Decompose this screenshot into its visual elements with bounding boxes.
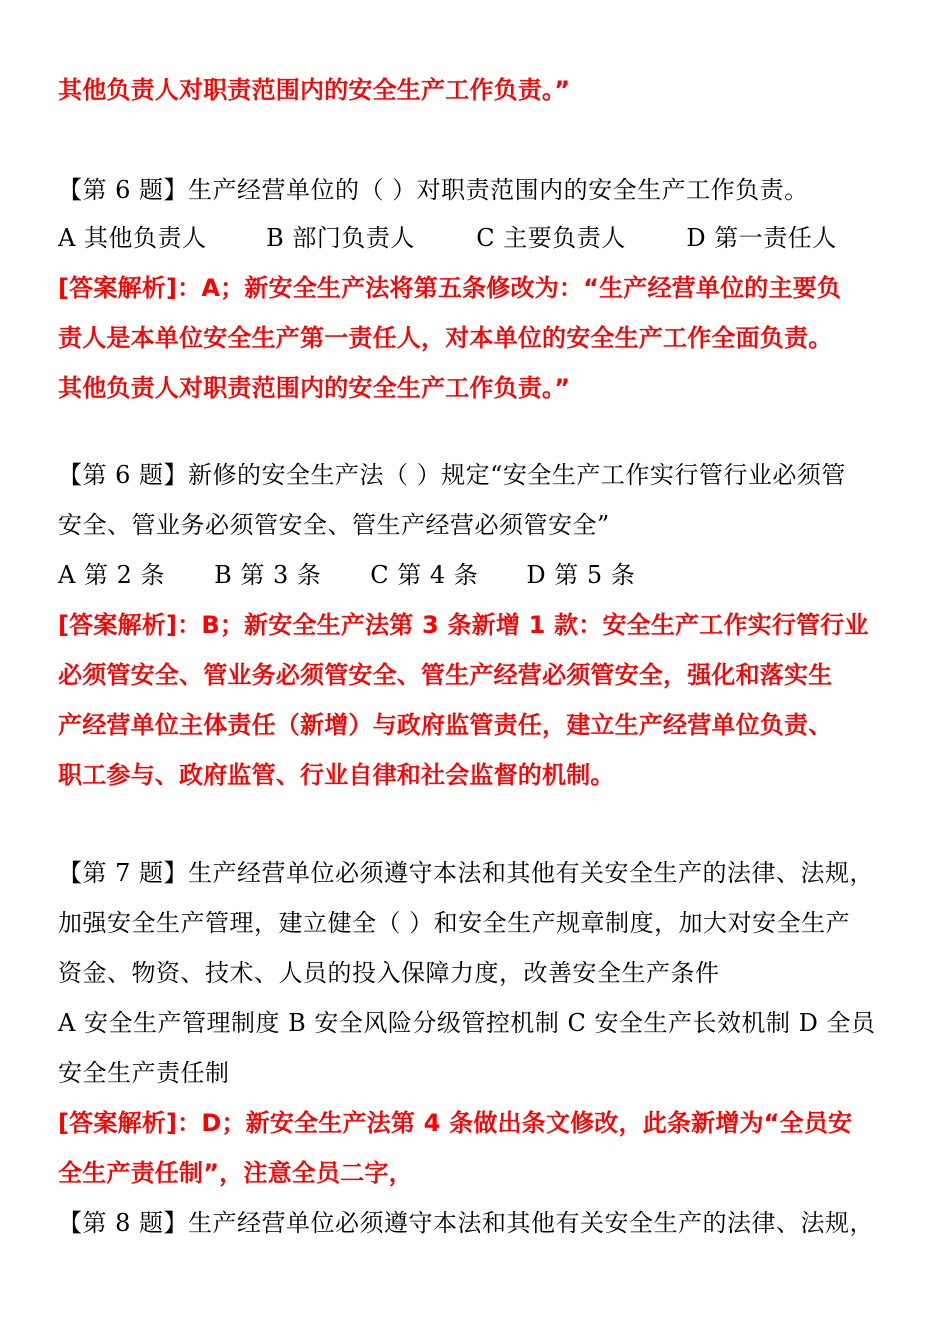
- question-6b-options: [58, 560, 635, 590]
- answer-6b-line-4: 职工参与、政府监管、行业自律和社会监督的机制。: [58, 761, 615, 789]
- answer-7-line-1: [答案解析]：D；新安全生产法第 4 条做出条文修改，此条新增为“全员安: [58, 1109, 853, 1137]
- option-d: D 第一责任人: [686, 224, 837, 252]
- question-7-stem-2: 加强安全生产管理，建立健全（ ）和安全生产规章制度，加大对安全生产: [58, 909, 851, 937]
- question-7-options-2: 安全生产责任制: [58, 1059, 230, 1087]
- answer-6b-line-3: 产经营单位主体责任（新增）与政府监管责任，建立生产经营单位负责、: [58, 711, 833, 739]
- question-6b-stem-2: 安全、管业务必须管安全、管生产经营必须管安全”: [58, 511, 610, 539]
- question-7-options-1: A 安全生产管理制度 B 安全风险分级管控机制 C 安全生产长效机制 D 全员: [58, 1009, 876, 1037]
- question-6a-options: [58, 223, 837, 253]
- question-8-stem-1: 【第 8 题】生产经营单位必须遵守本法和其他有关安全生产的法律、法规，: [58, 1209, 875, 1237]
- option-a: A 其他负责人: [58, 224, 207, 252]
- option-b: B 第 3 条: [214, 561, 322, 589]
- answer-6b-line-1: [答案解析]：B；新安全生产法第 3 条新增 1 款：安全生产工作实行管行业: [58, 611, 869, 639]
- answer-6a-line-1: [答案解析]：A；新安全生产法将第五条修改为：“生产经营单位的主要负: [58, 274, 842, 302]
- answer-6b-line-2: 必须管安全、管业务必须管安全、管生产经营必须管安全，强化和落实生: [58, 661, 833, 689]
- option-a: A 第 2 条: [58, 561, 165, 589]
- question-7-stem-3: 资金、物资、技术、人员的投入保障力度，改善安全生产条件: [58, 959, 720, 987]
- answer-7-line-2: 全生产责任制”，注意全员二字，: [58, 1159, 413, 1187]
- question-7-stem-1: 【第 7 题】生产经营单位必须遵守本法和其他有关安全生产的法律、法规，: [58, 859, 875, 887]
- option-c: C 主要负责人: [476, 224, 626, 252]
- answer-6a-line-2: 责人是本单位安全生产第一责任人，对本单位的安全生产工作全面负责。: [58, 324, 833, 352]
- answer-6a-line-3: 其他负责人对职责范围内的安全生产工作负责。”: [58, 374, 571, 402]
- option-c: C 第 4 条: [370, 561, 479, 589]
- option-d: D 第 5 条: [526, 561, 636, 589]
- question-6b-stem-1: 【第 6 题】新修的安全生产法（ ）规定“安全生产工作实行管行业必须管: [58, 461, 846, 489]
- question-6a-stem: 【第 6 题】生产经营单位的（ ）对职责范围内的安全生产工作负责。: [58, 176, 809, 204]
- answer-tail-line: 其他负责人对职责范围内的安全生产工作负责。”: [58, 76, 571, 104]
- option-b: B 部门负责人: [266, 224, 415, 252]
